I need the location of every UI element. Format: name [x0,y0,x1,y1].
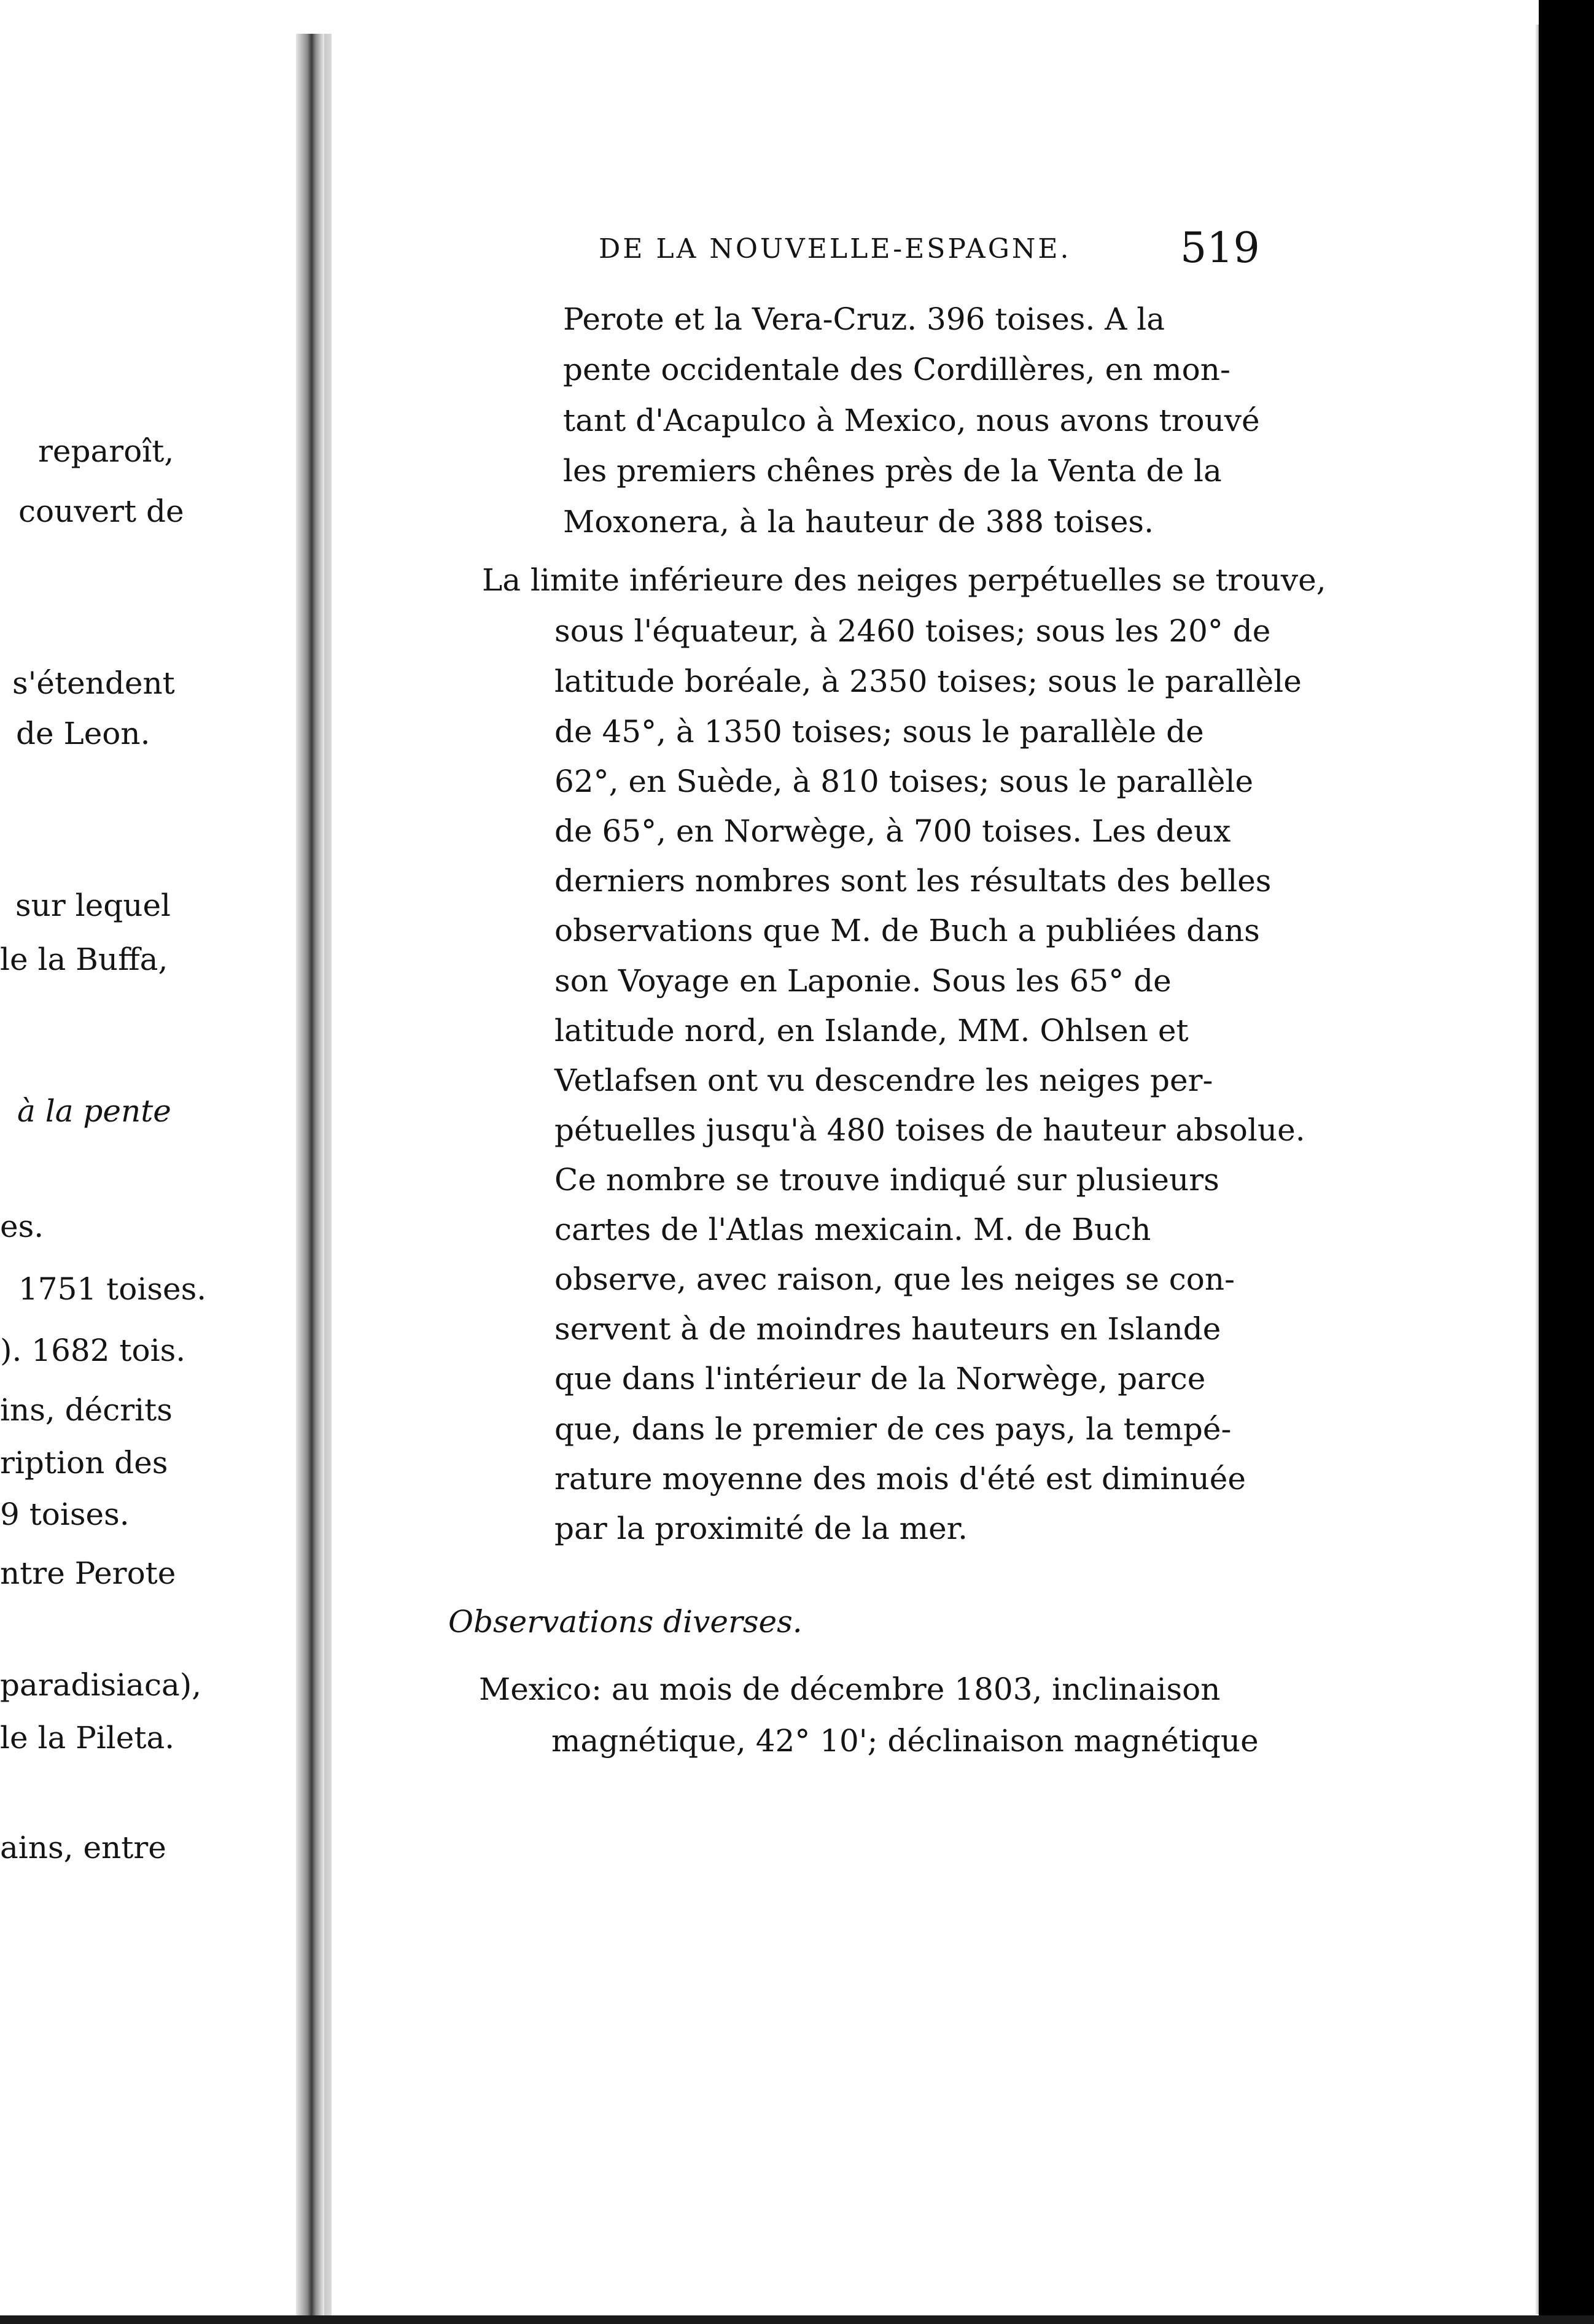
text-line: tant d'Acapulco à Mexico, nous avons trouvé [563,403,1260,438]
book-gutter [296,34,324,2317]
text-line: cartes de l'Atlas mexicain. M. de Buch [554,1212,1151,1247]
text-line: Moxonera, à la hauteur de 388 toises. [563,504,1154,540]
left-fragment: reparoît, [38,433,174,469]
text-line: Ce nombre se trouve indiqué sur plusieurs [554,1162,1219,1198]
text-line: Vetlafsen ont vu descendre les neiges per- [554,1063,1213,1098]
text-line: son Voyage en Laponie. Sous les 65° de [554,963,1172,999]
text-line: magnétique, 42° 10'; déclinaison magnétique [551,1723,1259,1759]
left-fragment: le la Pileta. [0,1720,175,1756]
left-fragment: 1751 toises. [18,1271,207,1307]
text-line: que dans l'intérieur de la Norwège, parce [554,1361,1206,1396]
left-fragment: ription des [0,1445,168,1481]
text-line: que, dans le premier de ces pays, la tempé- [554,1411,1232,1447]
top-margin [0,0,1594,34]
scan-bottom-border [0,2315,1594,2324]
running-head: DE LA NOUVELLE-ESPAGNE. [599,233,1071,265]
text-line: observe, avec raison, que les neiges se con- [554,1261,1235,1297]
left-fragment: couvert de [18,494,184,529]
left-fragment: 9 toises. [0,1497,130,1532]
text-line: latitude nord, en Islande, MM. Ohlsen et [554,1013,1189,1048]
text-line: latitude boréale, à 2350 toises; sous le parallèle [554,664,1302,699]
left-fragment: ). 1682 tois. [0,1333,186,1368]
left-fragment: ains, entre [0,1830,166,1865]
text-line: sous l'équateur, à 2460 toises; sous les 20° de [554,613,1271,649]
text-line: La limite inférieure des neiges perpétuelles se trouve, [482,562,1326,598]
left-fragment: ntre Perote [0,1555,176,1591]
left-fragment: es. [0,1209,44,1244]
left-fragment: le la Buffa, [0,942,168,977]
scan-border [1539,0,1594,2324]
left-fragment: paradisiaca), [0,1667,202,1703]
left-fragment: sur lequel [15,888,171,923]
text-line: derniers nombres sont les résultats des belles [554,863,1272,899]
text-line: pétuelles jusqu'à 480 toises de hauteur absolue. [554,1112,1305,1148]
text-line: les premiers chênes près de la Venta de la [563,453,1222,489]
text-line: rature moyenne des mois d'été est diminuée [554,1461,1246,1497]
text-line: pente occidentale des Cordillères, en mon- [563,352,1230,387]
text-line: servent à de moindres hauteurs en Islande [554,1311,1221,1347]
left-fragment: à la pente [17,1093,171,1129]
text-line: 62°, en Suède, à 810 toises; sous le parallèle [554,764,1254,799]
left-fragment: de Leon. [16,716,150,751]
text-line: observations que M. de Buch a publiées dans [554,913,1260,948]
text-line: Perote et la Vera-Cruz. 396 toises. A la [563,301,1165,337]
left-fragment: s'étendent [12,665,175,701]
text-line: Mexico: au mois de décembre 1803, inclinaison [479,1671,1221,1707]
text-line: de 45°, à 1350 toises; sous le parallèle de [554,714,1204,749]
text-line: par la proximité de la mer. [554,1511,968,1546]
page-number: 519 [1180,224,1260,273]
text-line: de 65°, en Norwège, à 700 toises. Les deux [554,813,1231,849]
left-page [0,34,314,2314]
section-heading: Observations diverses. [448,1604,803,1640]
left-fragment: ins, décrits [0,1392,173,1428]
